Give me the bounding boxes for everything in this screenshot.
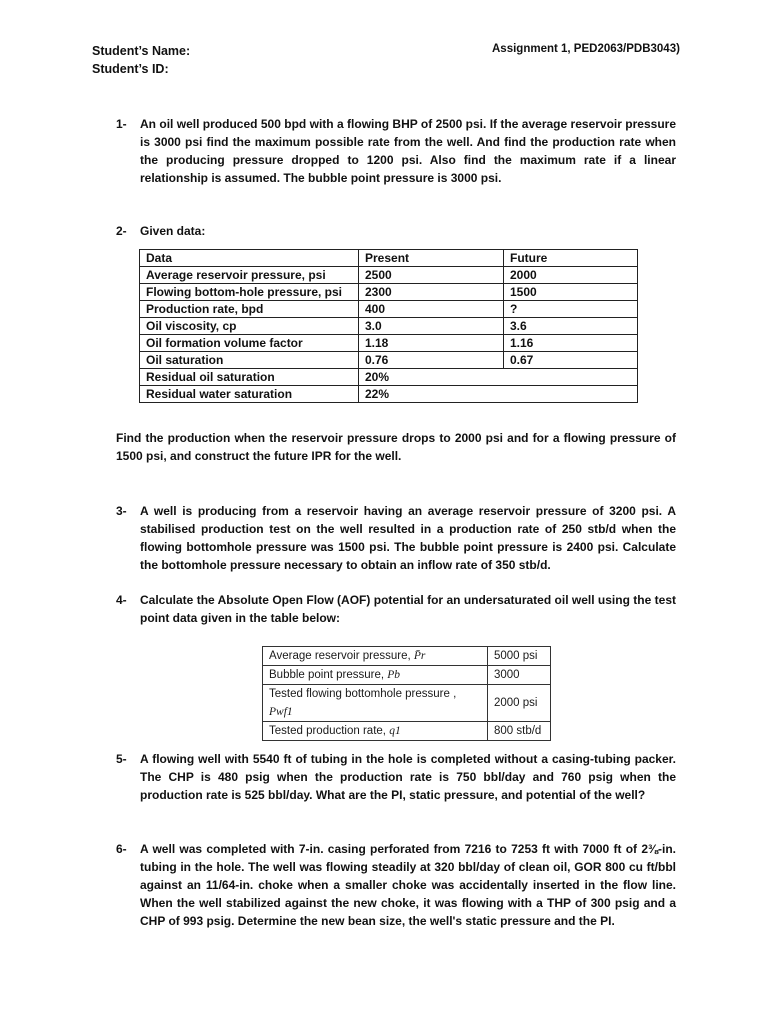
table-row [140,284,638,301]
assignment-title: Assignment 1, PED2063/PDB3043) [492,43,680,55]
table-cell: 800 stb/d [488,722,551,741]
test-point-table [262,646,551,741]
table-row [140,386,638,403]
given-data-table [139,249,638,403]
question-number: 5- [116,752,127,766]
table-cell: Production rate, bpd [140,301,359,318]
table-cell: Residual water saturation [140,386,359,403]
student-id-label: Student’s ID: [92,62,169,76]
table-cell: 3000 [488,666,551,685]
table-row [263,722,551,741]
question-text: Calculate the Absolute Open Flow (AOF) potential for an undersaturated oil well using the test point data given in the table below: [140,593,676,625]
table-cell: Oil viscosity, cp [140,318,359,335]
question-text: Given data: [140,224,206,238]
table-cell: 2500 [359,267,504,284]
table-cell: Oil formation volume factor [140,335,359,352]
table-row [263,647,551,666]
header-cell: Future [504,250,638,267]
table-cell: 3.0 [359,318,504,335]
question-4 [116,591,676,627]
table-cell: 2300 [359,284,504,301]
table-row [140,318,638,335]
table-cell: 20% [359,369,638,386]
question-text: A well is producing from a reservoir having an average reservoir pressure of 3200 psi. A stabilised production test on the well resulted in a production rate of 250 stb/d when the flowing bottomhole pressure was 1500 psi. The bubble point pressure is 2400 psi. Calculate the bottomhole pressure necessary to obtain an inflow rate of 350 stb/d. [140,504,676,572]
question-3 [116,502,676,574]
question-2-instructions: Find the production when the reservoir pressure drops to 2000 psi and for a flowing pressure of 1500 psi, and construct the future IPR for the well. [116,431,676,463]
table-cell: Flowing bottom-hole pressure, psi [140,284,359,301]
question-text: A flowing well with 5540 ft of tubing in the hole is completed without a casing-tubing packer. The CHP is 480 psig when the production rate is 750 bbl/day and 760 psig when the production rate is 525 bbl/day. What are the PI, static pressure, and potential of the well? [140,752,676,802]
question-text: A well was completed with 7-in. casing perforated from 7216 to 7253 ft with 7000 ft of 2⅜-in. tubing in the hole. The well was flowing steadily at 320 bbl/day of clean oil, GOR 800 cu ft/bbl against an 11/64-in. choke when a smaller choke was accidentally inserted in the flow line. When the well stabilized against the new choke, it was flowing with a THP of 300 psig and a CHP of 993 psig. Determine the new bean size, the well's static pressure and the PI. [140,842,676,928]
table-row [263,666,551,685]
table-cell: 2000 [504,267,638,284]
question-number: 4- [116,593,127,607]
table-cell: ? [504,301,638,318]
table-cell: Tested flowing bottomhole pressure , Pwf1 [263,685,488,722]
question-text: An oil well produced 500 bpd with a flowing BHP of 2500 psi. If the average reservoir pressure is 3000 psi find the maximum possible rate from the well. And find the production rate when the producing pressure dropped to 1200 psi. Also find the maximum rate if a linear relationship is assumed. The bubble point pressure is 3000 psi. [140,117,676,185]
table-row [140,369,638,386]
question-number: 1- [116,117,127,131]
table-cell: 1.16 [504,335,638,352]
table-cell: 1500 [504,284,638,301]
question-1 [116,115,676,187]
table-cell: Bubble point pressure, Pb [263,666,488,685]
student-info [92,42,190,78]
question-2 [116,222,676,240]
table-cell: Average reservoir pressure, psi [140,267,359,284]
table-cell: 22% [359,386,638,403]
table-cell: 5000 psi [488,647,551,666]
table-row [140,335,638,352]
header-cell: Data [140,250,359,267]
table-cell: Average reservoir pressure, P̄r [263,647,488,666]
header-cell: Present [359,250,504,267]
table-header-row [140,250,638,267]
question-number: 3- [116,504,127,518]
table-cell: Tested production rate, q1 [263,722,488,741]
table-row [140,267,638,284]
table-cell: Oil saturation [140,352,359,369]
table-cell: 0.67 [504,352,638,369]
student-name-label: Student’s Name: [92,44,191,58]
table-row [140,301,638,318]
question-5 [116,750,676,804]
question-number: 6- [116,842,127,856]
table-cell: 400 [359,301,504,318]
table-cell: 1.18 [359,335,504,352]
question-6 [116,840,676,930]
question-number: 2- [116,224,127,238]
table-cell: 0.76 [359,352,504,369]
table-row [263,685,551,722]
table-cell: 2000 psi [488,685,551,722]
table-row [140,352,638,369]
table-cell: 3.6 [504,318,638,335]
table-cell: Residual oil saturation [140,369,359,386]
